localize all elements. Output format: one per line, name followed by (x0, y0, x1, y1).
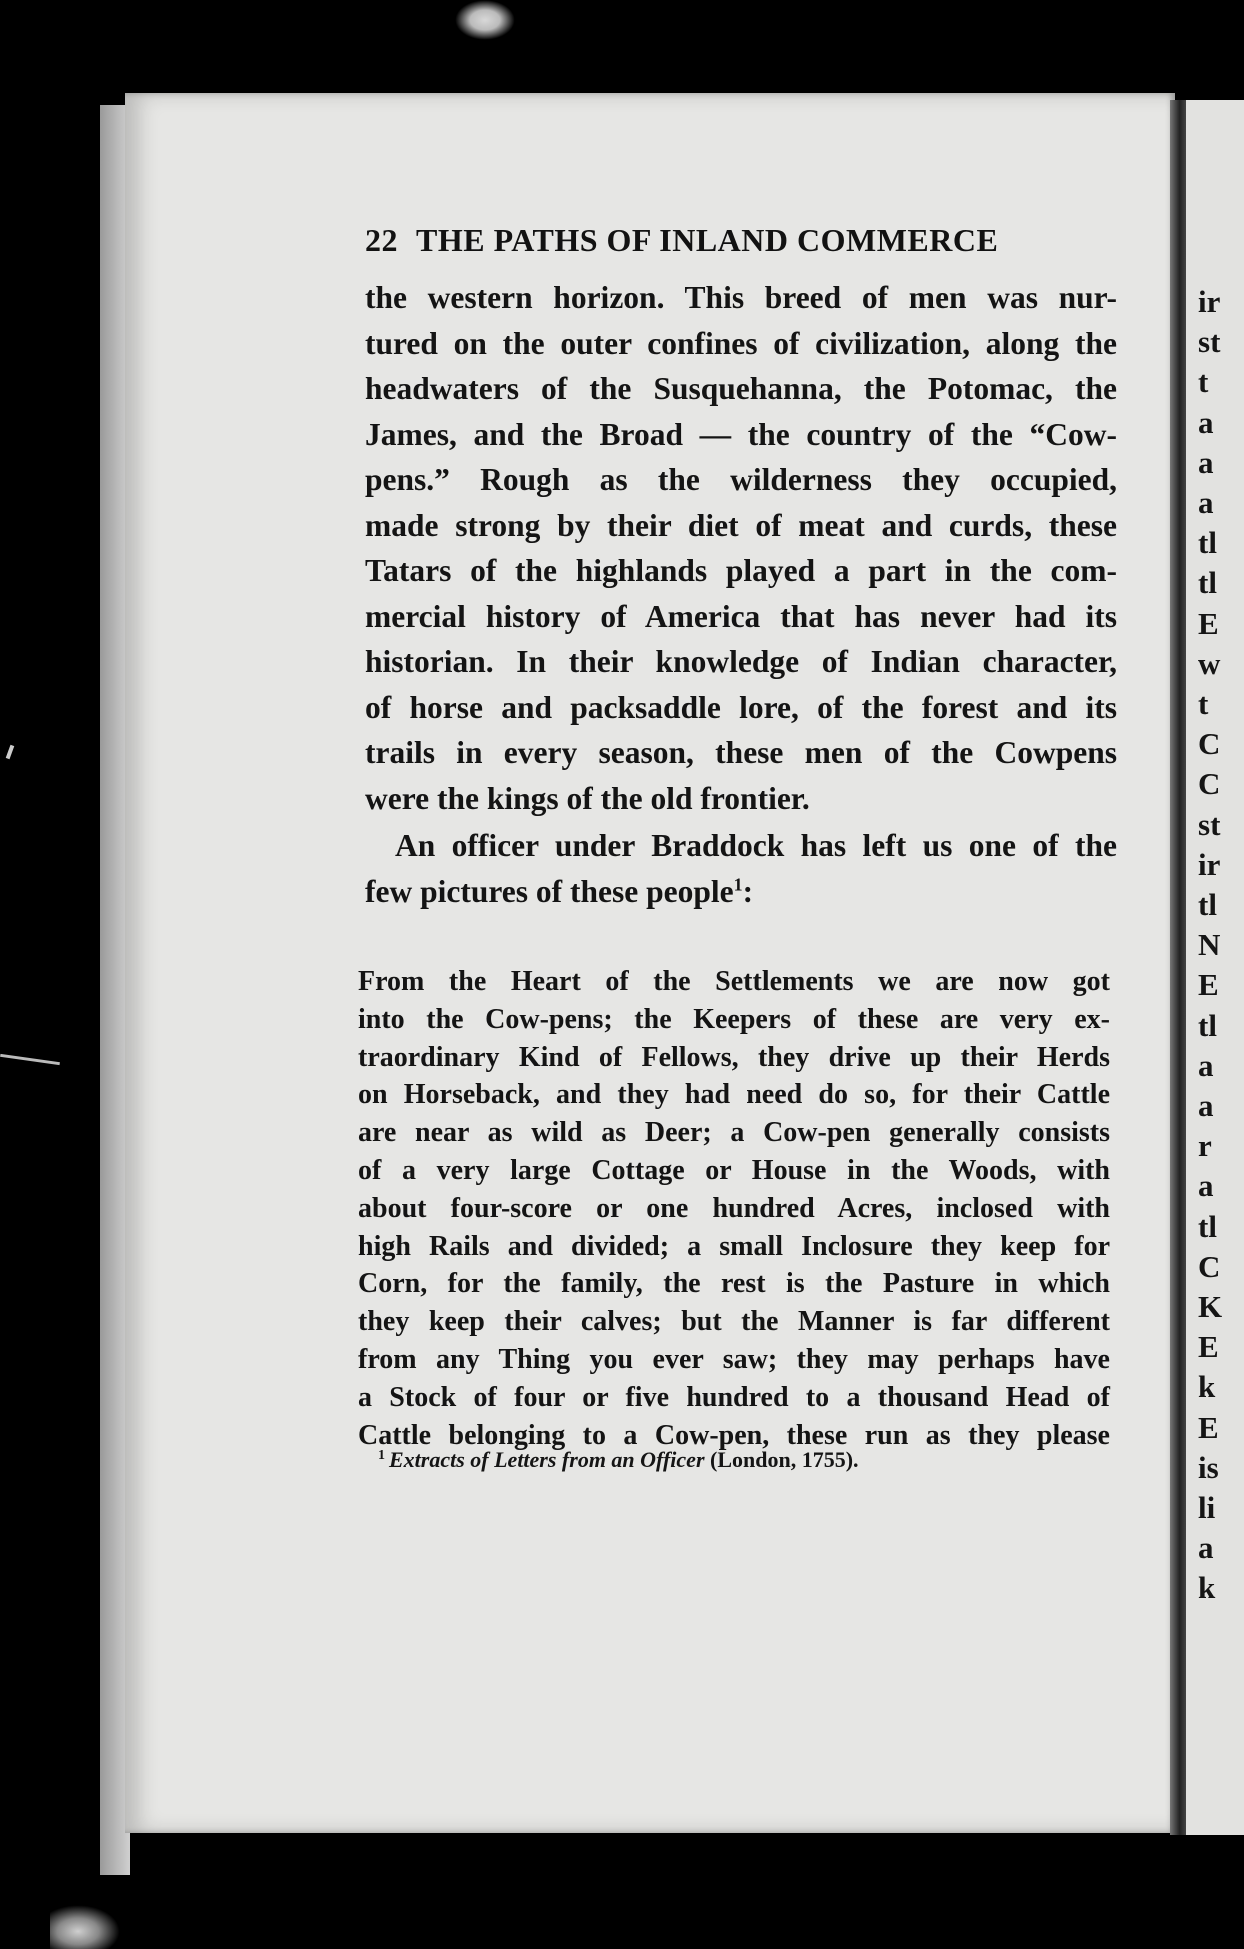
facing-page-fragment: a (1198, 1047, 1214, 1083)
body-line: mercial history of America that has never had its (365, 598, 1117, 634)
quote-line: into the Cow-pens; the Keepers of these are very ex- (358, 1003, 1110, 1035)
footnote-marker: 1 (378, 1447, 385, 1463)
facing-page-fragment: tl (1198, 1208, 1217, 1244)
quote-line: traordinary Kind of Fellows, they drive up their Herds (358, 1041, 1110, 1073)
stray-mark (50, 1905, 120, 1949)
book-gutter (1170, 100, 1186, 1835)
facing-page-fragment: k (1198, 1570, 1216, 1606)
quote-line: about four-score or one hundred Acres, inclosed with (358, 1192, 1110, 1224)
facing-page-fragment: tl (1198, 565, 1217, 601)
facing-page (1186, 100, 1244, 1835)
facing-page-fragment: E (1198, 605, 1219, 641)
stray-mark (0, 1054, 60, 1065)
body-line: James, and the Broad — the country of the “Cow- (365, 416, 1117, 452)
quote-line: of a very large Cottage or House in the Woods, with (358, 1154, 1110, 1186)
body-line: made strong by their diet of meat and curds, these (365, 507, 1117, 543)
facing-page-fragment: N (1198, 927, 1221, 963)
footnote-title: Extracts of Letters from an Officer (389, 1447, 705, 1472)
facing-page-fragment: a (1198, 1530, 1214, 1566)
facing-page-fragment: E (1198, 967, 1219, 1003)
quote-line: they keep their calves; but the Manner is far different (358, 1306, 1110, 1338)
paragraph-2-line (365, 869, 1117, 915)
dust-mark (455, 0, 515, 40)
quote-line: Corn, for the family, the rest is the Pasture in which (358, 1268, 1110, 1300)
body-line: trails in every season, these men of the Cowpens (365, 735, 1117, 770)
facing-page-fragment: ir (1198, 284, 1221, 319)
facing-page-fragment: tl (1198, 1007, 1217, 1043)
footnote-imprint: (London, 1755). (704, 1447, 859, 1472)
paragraph-2-line: An officer under Braddock has left us one of the (395, 828, 1117, 863)
facing-page-fragment: tl (1198, 525, 1217, 561)
footnote-reference: 1 (733, 874, 743, 894)
facing-page-fragment: w (1198, 645, 1221, 681)
facing-page-fragment: tl (1198, 887, 1217, 922)
body-line: were the kings of the old frontier. (365, 780, 810, 816)
running-head (365, 222, 1065, 259)
facing-page-fragment: li (1198, 1490, 1216, 1525)
facing-page-fragment: a (1198, 444, 1214, 480)
footnote (378, 1447, 859, 1473)
block-quote (358, 963, 1110, 1454)
page-number: 22 (365, 222, 398, 258)
facing-page-fragment: is (1198, 1449, 1219, 1485)
body-line: the western horizon. This breed of men was nur- (365, 280, 1117, 315)
facing-page-fragment: E (1198, 1409, 1219, 1445)
facing-page-fragment: a (1198, 1168, 1214, 1204)
body-line: of horse and packsaddle lore, of the forest and its (365, 689, 1117, 725)
facing-page-fragment: st (1198, 806, 1221, 842)
quote-line: From the Heart of the Settlements we are now got (358, 966, 1110, 997)
facing-page-fragment: C (1198, 1248, 1221, 1284)
running-title: THE PATHS OF INLAND COMMERCE (416, 222, 999, 258)
body-text (365, 275, 1117, 914)
body-line: historian. In their knowledge of Indian character, (365, 644, 1117, 679)
quote-line: on Horseback, and they had need do so, for their Cattle (358, 1079, 1110, 1111)
quote-line: are near as wild as Deer; a Cow-pen generally consists (358, 1117, 1110, 1149)
body-line: tured on the outer confines of civilization, along the (365, 325, 1117, 361)
body-line: Tatars of the highlands played a part in the com- (365, 553, 1117, 588)
facing-page-fragment: a (1198, 485, 1214, 520)
facing-page-fragment: E (1198, 1329, 1219, 1365)
facing-page-fragment: a (1198, 404, 1214, 440)
facing-page-fragment: C (1198, 766, 1221, 802)
body-line: headwaters of the Susquehanna, the Potomac, the (365, 371, 1117, 406)
facing-page-fragment: k (1198, 1369, 1216, 1405)
facing-page-fragment: C (1198, 726, 1221, 762)
facing-page-fragment: ir (1198, 846, 1221, 882)
paragraph-2-colon: : (742, 873, 754, 909)
facing-page-fragment: r (1198, 1128, 1212, 1164)
facing-page-fragment: a (1198, 1088, 1214, 1123)
facing-page-fragment: K (1198, 1289, 1223, 1324)
body-line: pens.” Rough as the wilderness they occupied, (365, 462, 1117, 497)
quote-line: a Stock of four or five hundred to a thousand Head of (358, 1381, 1110, 1413)
quote-line: Cattle belonging to a Cow-pen, these run as they please (358, 1419, 1110, 1451)
quote-line: high Rails and divided; a small Inclosure they keep for (358, 1230, 1110, 1262)
quote-line: from any Thing you ever saw; they may perhaps have (358, 1343, 1110, 1375)
facing-page-fragment: st (1198, 324, 1221, 360)
facing-page-fragment: t (1198, 686, 1209, 721)
facing-page-fragment: t (1198, 364, 1209, 400)
stray-mark (6, 745, 15, 760)
paragraph-2-text: few pictures of these people (365, 873, 734, 909)
